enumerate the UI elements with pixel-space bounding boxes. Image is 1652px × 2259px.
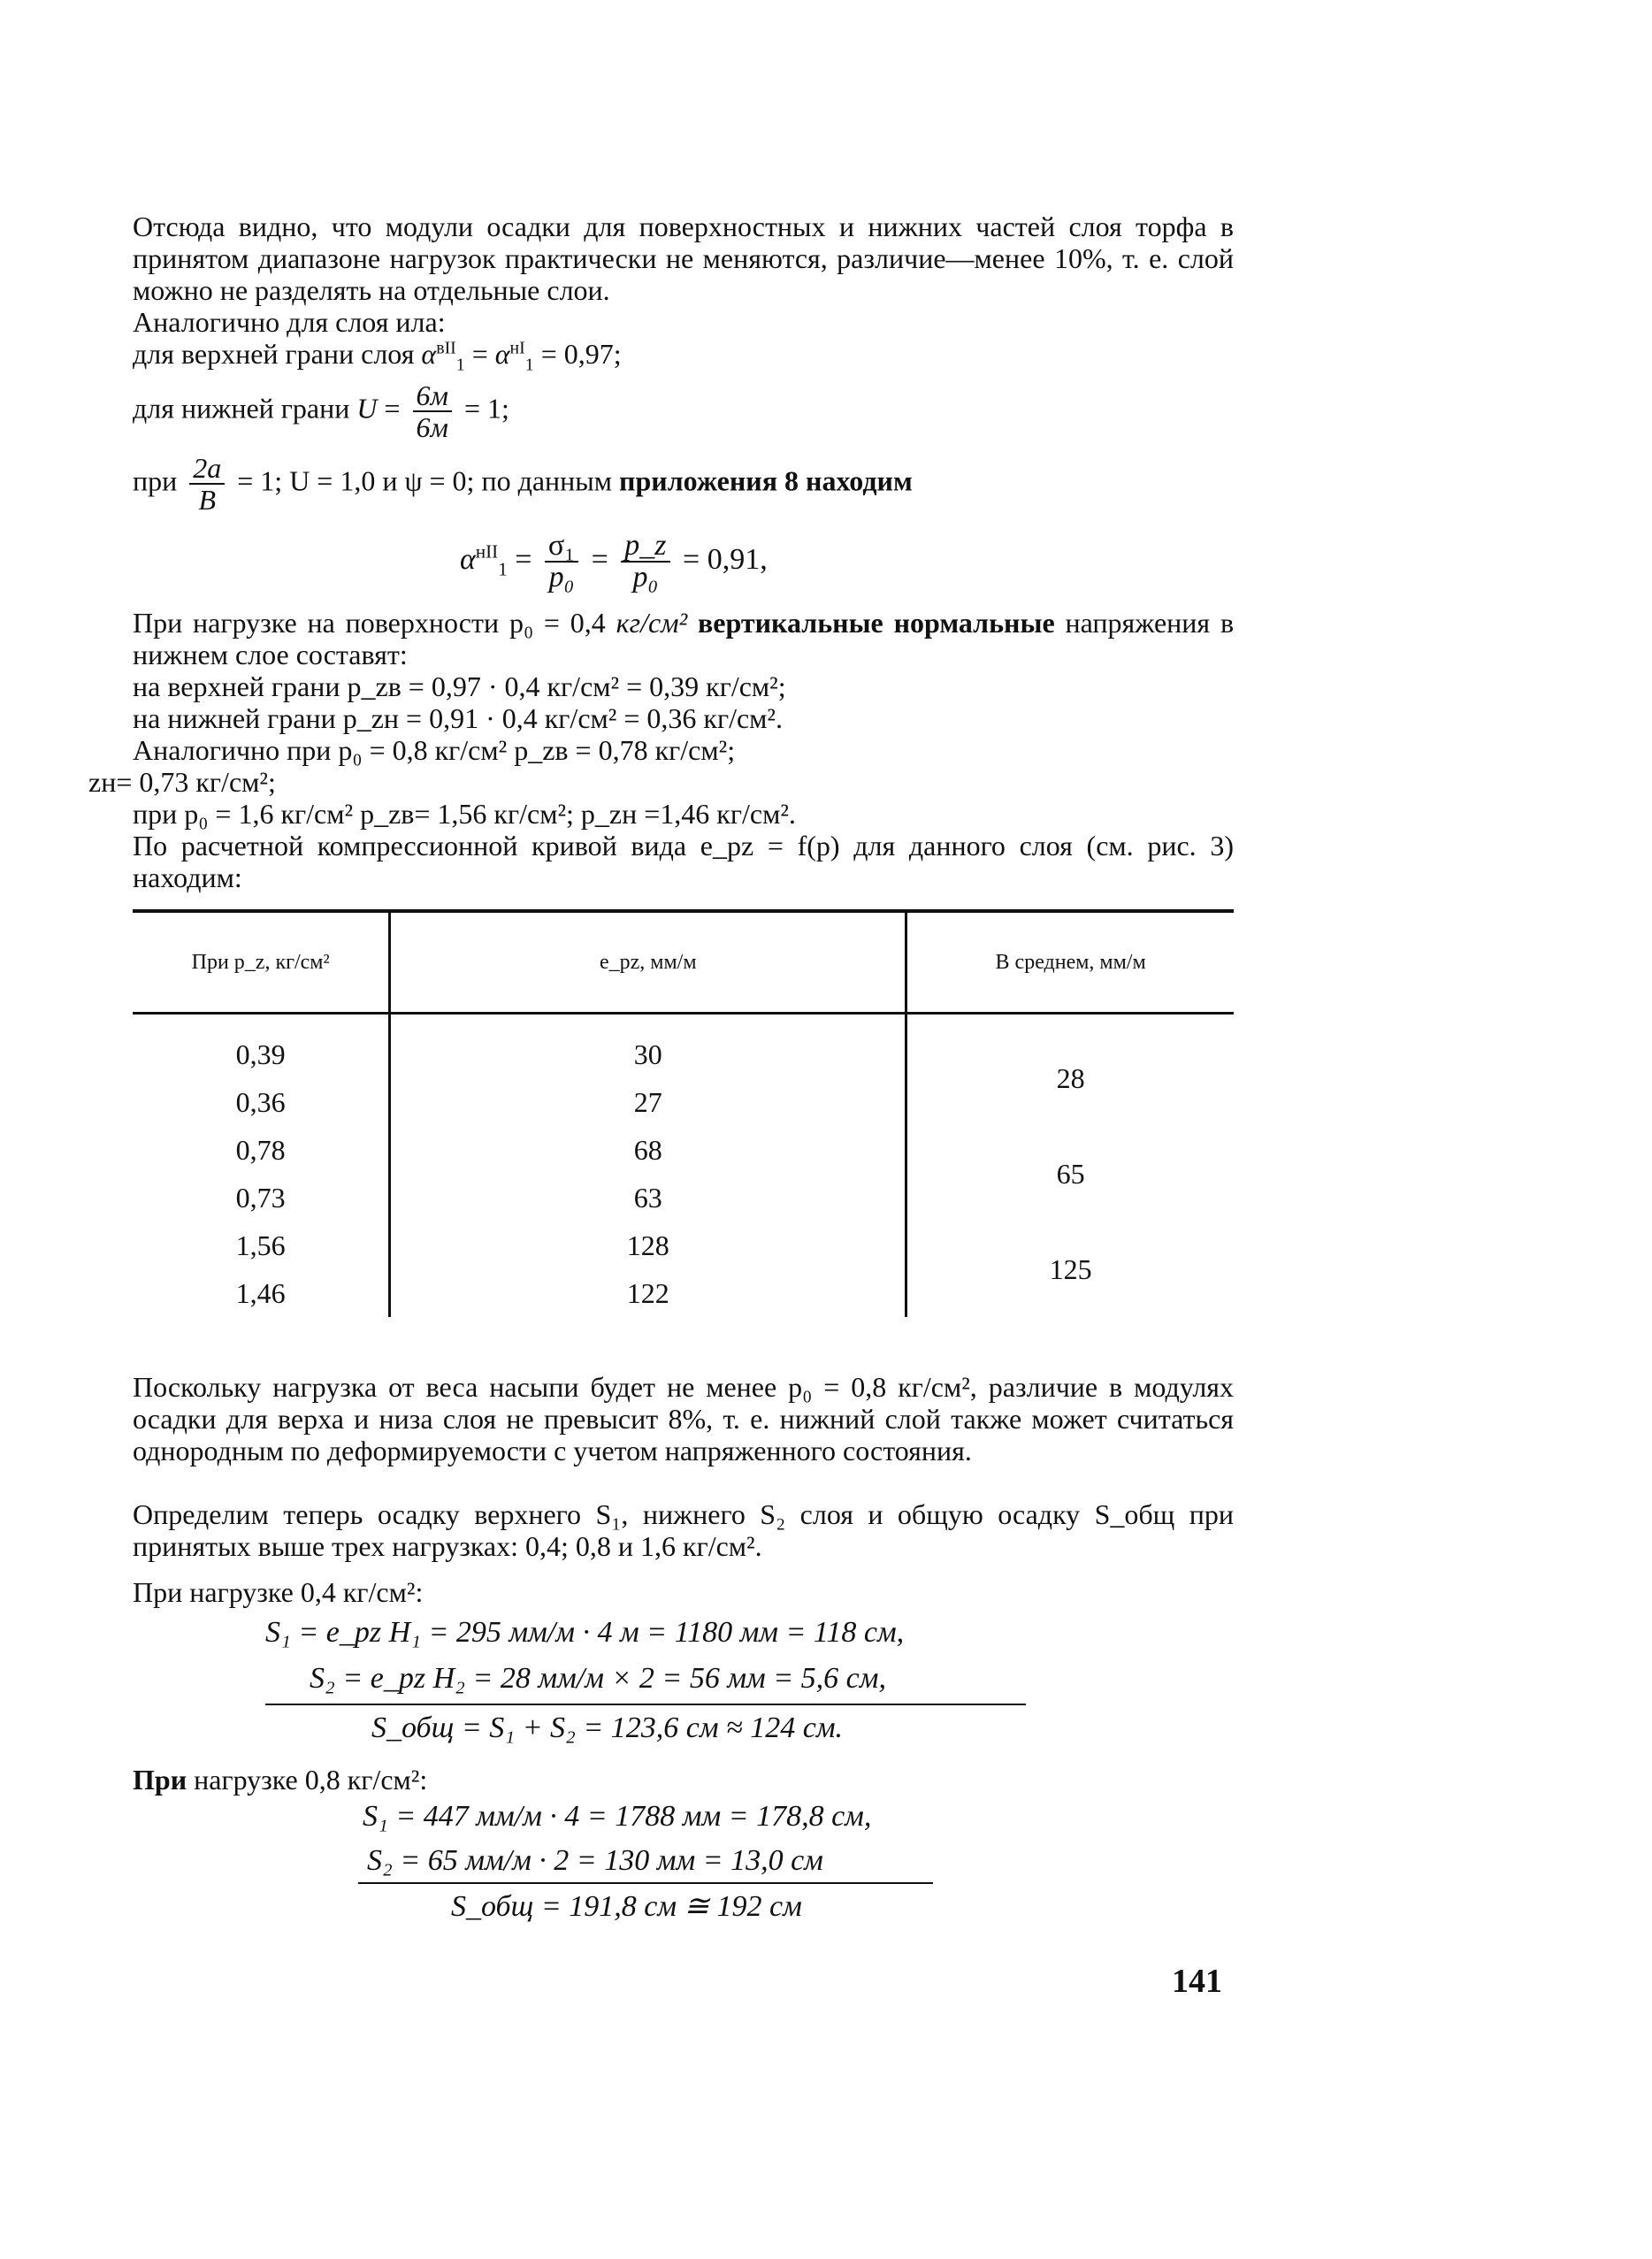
- curve-paragraph: По расчетной компрессионной кривой вида e_pz = f(p) для данного слоя (см. рис. 3) находим:: [133, 830, 1234, 893]
- table-row: 0,73 63: [133, 1174, 1234, 1221]
- stress-line: zн= 0,73 кг/см²;: [88, 766, 276, 798]
- load08-heading: При нагрузке 0,8 кг/см²:: [133, 1764, 428, 1796]
- stress-lines: [88, 670, 1234, 830]
- compression-table: [133, 909, 1234, 1317]
- stress-line: на нижней грани p_zн = 0,91 · 0,4 кг/см² = 0,36 кг/см².: [133, 702, 784, 734]
- table-row: 0,39 30 28: [133, 1030, 1234, 1078]
- fraction: $\frac{\text{σ₁}}{\text{p₀}}$: [545, 531, 578, 593]
- load08-total: S_общ = 191,8 см ≅ 192 см: [451, 1890, 802, 1923]
- paragraph-settlement-intro: Определим теперь осадку верхнего S₁, нижнего S₂ слоя и общую осадку S_общ при принятых выше трех нагрузках: 0,4; 0,8 и 1,6 кг/см².: [133, 1498, 1234, 1562]
- average-cell: 28: [1056, 1062, 1085, 1094]
- paragraph-deformability: Поскольку нагрузка от веса насыпи будет не менее p₀ = 0,8 кг/см², различие в модулях осадки для верха и низа слоя не превысит 8%, т. е. нижний слой также может считаться однородным по деформируемости с учетом напряженного состояния.: [133, 1371, 1234, 1466]
- table-row: 0,78 68 65: [133, 1126, 1234, 1174]
- average-cell: 65: [1056, 1158, 1085, 1190]
- page-number: 141: [1172, 1963, 1222, 2000]
- load04-s1: S₁ = e_pz H₁ = 295 мм/м · 4 м = 1180 мм = 118 см,: [265, 1616, 905, 1649]
- lower-face-formula: для нижней грани U = $\frac{6м}{6м}$ = 1;: [133, 379, 509, 443]
- upper-face-formula: для верхней грани слоя $\alpha^{вII}_1 = \alpha^{нI}_1 = 0,97$;: [133, 338, 622, 375]
- load04-heading: При нагрузке 0,4 кг/см²:: [133, 1576, 424, 1608]
- load08-s2: S₂ = 65 мм/м · 2 = 130 мм = 13,0 см: [367, 1844, 823, 1877]
- load08-s1: S₁ = 447 мм/м · 4 = 1788 мм = 178,8 см,: [363, 1800, 872, 1833]
- stress-line: при p₀ = 1,6 кг/см² p_zв= 1,56 кг/см²; p_zн =1,46 кг/см².: [133, 798, 796, 830]
- load-paragraph: При нагрузке на поверхности p₀ = 0,4 кг/см² вертикальные нормальные напряжения в нижнем слое составят:: [133, 607, 1235, 670]
- load04-s2: S₂ = e_pz H₂ = 28 мм/м × 2 = 56 мм = 5,6 см,: [310, 1662, 886, 1695]
- fraction: $\frac{6м}{6м}$: [413, 380, 452, 442]
- table-row: 1,46 122: [133, 1269, 1234, 1317]
- alpha-formula: $\alpha^{нII}_1$ = $\frac{\text{σ₁}}{\text{p₀}}$ = $\frac{p\_z}{\text{p₀}}$ = 0,91,: [460, 529, 768, 593]
- col-header-pz: При p_z, кг/см²: [133, 911, 390, 1014]
- table-row: 1,56 128 125: [133, 1221, 1234, 1269]
- condition-line: при $\frac{2a}{B}$ = 1; U = 1,0 и ψ = 0; по данным приложения 8 находим: [133, 452, 913, 516]
- silt-intro: Аналогично для слоя ила:: [133, 306, 446, 338]
- sum-rule: [358, 1882, 933, 1884]
- stress-line: на верхней грани p_zв = 0,97 · 0,4 кг/см² = 0,39 кг/см²;: [133, 670, 786, 702]
- stress-line: Аналогично при p₀ = 0,8 кг/см² p_zв = 0,78 кг/см²;: [133, 734, 736, 766]
- average-cell: 125: [1049, 1253, 1092, 1285]
- col-header-epz: e_pz, мм/м: [390, 911, 906, 1014]
- fraction: $\frac{p\_z}{\text{p₀}}$: [621, 531, 669, 593]
- paragraph-peat-conclusion: Отсюда видно, что модули осадки для поверхностных и нижних частей слоя торфа в принятом диапазоне нагрузок практически не меняются, различие—менее 10%, т. е. слой можно не разделять на отдельные слои.: [133, 211, 1234, 306]
- sum-rule: [265, 1704, 1026, 1705]
- col-header-average: В среднем, мм/м: [906, 911, 1234, 1014]
- table-row: 0,36 27: [133, 1078, 1234, 1126]
- fraction: $\frac{2a}{B}$: [189, 453, 225, 515]
- load04-total: S_общ = S₁ + S₂ = 123,6 см ≈ 124 см.: [371, 1711, 844, 1744]
